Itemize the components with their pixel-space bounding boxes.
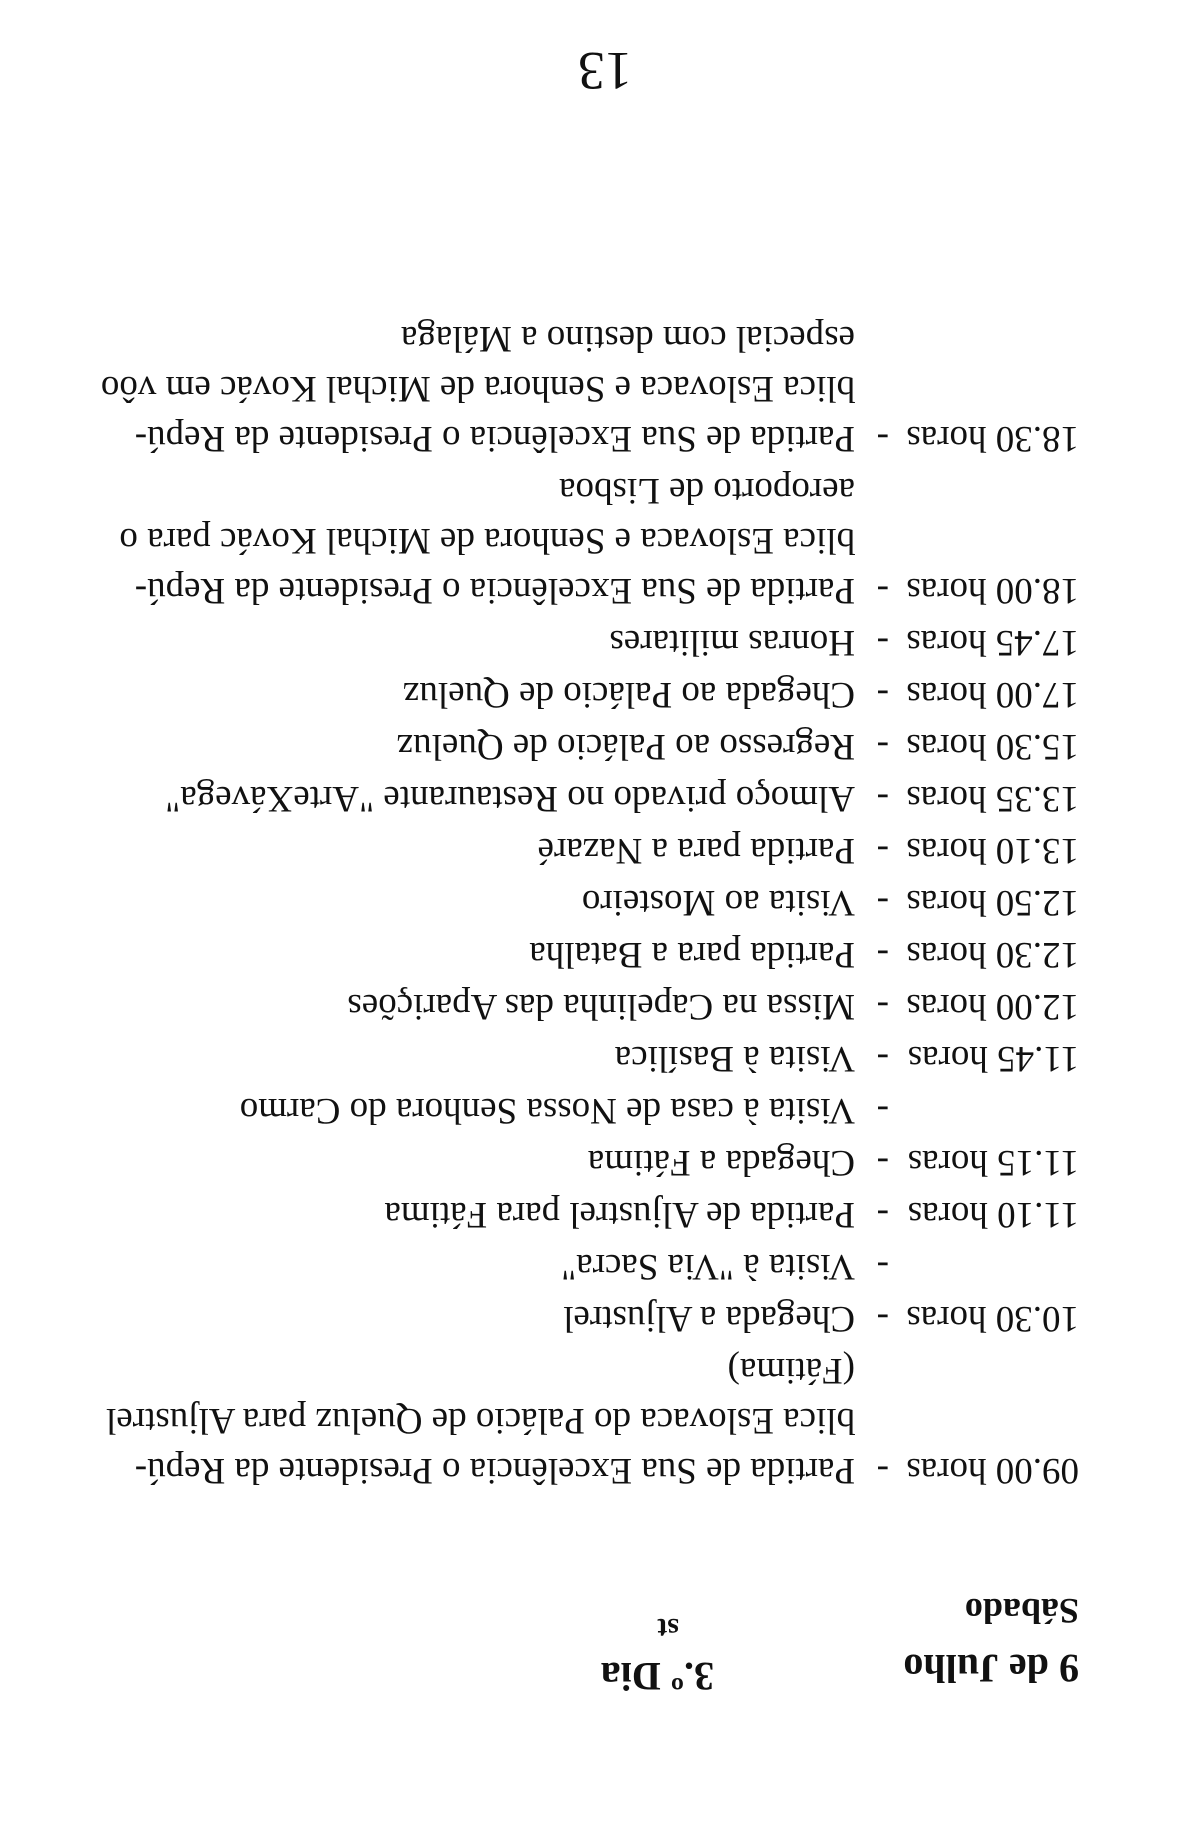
entry-time: 17.45 horas xyxy=(906,622,1079,663)
entry-time: 18.30 horas xyxy=(906,418,1079,459)
entry-description xyxy=(19,1189,855,1239)
entry-description xyxy=(19,721,855,771)
schedule-entry xyxy=(19,1137,1079,1187)
schedule-entry xyxy=(19,1189,1079,1239)
entry-dash: - xyxy=(876,622,889,663)
weekday-heading: Sábado xyxy=(964,1591,1079,1631)
entry-dash: - xyxy=(876,1142,889,1183)
entry-line: Chegada a Fátima xyxy=(587,1142,855,1183)
entry-line: (Fátima) xyxy=(727,1350,855,1391)
entry-line: Partida para a Nazaré xyxy=(537,830,855,871)
entry-description xyxy=(19,1137,855,1187)
schedule-entry xyxy=(19,877,1079,927)
entry-description xyxy=(19,1241,855,1291)
schedule-entry xyxy=(19,1033,1079,1083)
schedule-entry xyxy=(19,721,1079,771)
entry-description xyxy=(19,313,855,463)
date-heading: 9 de Julho xyxy=(903,1646,1079,1691)
entry-time xyxy=(889,1241,1079,1291)
entry-line: blica Eslovaca e Senhora de Michal Kovác para o xyxy=(119,520,855,561)
entry-time: 13.35 horas xyxy=(906,778,1079,819)
entry-dash: - xyxy=(876,1038,889,1079)
schedule-entry xyxy=(19,1241,1079,1291)
entry-dash: - xyxy=(876,570,889,611)
schedule-entry xyxy=(19,1345,1079,1495)
entry-dash: - xyxy=(876,674,889,715)
entry-time: 13.10 horas xyxy=(906,830,1079,871)
entry-description xyxy=(19,669,855,719)
entry-dash: - xyxy=(876,778,889,819)
entry-description xyxy=(19,981,855,1031)
entry-dash: - xyxy=(876,934,889,975)
entry-line: Honras militares xyxy=(609,622,855,663)
entry-line: Partida de Sua Excelência o Presidente da Repú- xyxy=(134,418,855,459)
entry-line: Partida para a Batalha xyxy=(529,934,855,975)
entry-line: Chegada ao Palácio de Queluz xyxy=(402,674,855,715)
schedule-list xyxy=(19,311,1079,1495)
entry-dash: - xyxy=(876,1194,889,1235)
entry-description xyxy=(19,1033,855,1083)
entry-time xyxy=(889,1085,1079,1135)
entry-dash: - xyxy=(876,882,889,923)
day-title: 3.º Dia xyxy=(600,1654,714,1699)
schedule-entry xyxy=(19,1085,1079,1135)
schedule-entry xyxy=(19,617,1079,667)
entry-line: Visita à casa de Nossa Senhora do Carmo xyxy=(239,1090,855,1131)
entry-time: 15.30 horas xyxy=(906,726,1079,767)
entry-line: blica Eslovaca do Palácio de Queluz para Aljustrel xyxy=(106,1400,855,1441)
entry-description xyxy=(19,465,855,615)
entry-dash: - xyxy=(876,726,889,767)
entry-time: 11.45 horas xyxy=(907,1038,1079,1079)
entry-dash: - xyxy=(876,830,889,871)
schedule-entry xyxy=(19,981,1079,1031)
entry-time: 17.00 horas xyxy=(906,674,1079,715)
entry-line: Chegada a Aljustrel xyxy=(563,1298,855,1339)
entry-line: Visita ao Mosteiro xyxy=(581,882,855,923)
page-number: 13 xyxy=(578,41,632,101)
entry-line: Partida de Sua Excelência o Presidente da Repú- xyxy=(134,570,855,611)
entry-description xyxy=(19,773,855,823)
entry-dash: - xyxy=(876,1450,889,1491)
schedule-entry xyxy=(19,773,1079,823)
entry-description xyxy=(19,877,855,927)
entry-time: 12.50 horas xyxy=(906,882,1079,923)
entry-time: 18.00 horas xyxy=(906,570,1079,611)
entry-time: 10.30 horas xyxy=(906,1298,1079,1339)
entry-line: Partida de Aljustrel para Fátima xyxy=(384,1194,855,1235)
schedule-entry xyxy=(19,825,1079,875)
schedule-entry xyxy=(19,465,1079,615)
entry-line: Regresso ao Palácio de Queluz xyxy=(396,726,855,767)
entry-dash: - xyxy=(876,1246,889,1287)
entry-time: 11.15 horas xyxy=(907,1142,1079,1183)
entry-line: Visita à "Via Sacra" xyxy=(561,1246,855,1287)
entry-description xyxy=(19,825,855,875)
entry-line: aeroporto de Lisboa xyxy=(559,470,855,511)
entry-time: 12.30 horas xyxy=(906,934,1079,975)
entry-line: especial com destino a Málaga xyxy=(400,318,855,359)
schedule-entry xyxy=(19,1293,1079,1343)
entry-dash: - xyxy=(876,1090,889,1131)
schedule-entry xyxy=(19,929,1079,979)
entry-line: Visita à Basílica xyxy=(614,1038,855,1079)
entry-dash: - xyxy=(876,986,889,1027)
entry-dash: - xyxy=(876,1298,889,1339)
entry-description xyxy=(19,617,855,667)
entry-description xyxy=(19,929,855,979)
entry-line: Partida de Sua Excelência o Presidente da Repú- xyxy=(134,1450,855,1491)
entry-line: blica Eslovaca e Senhora de Michal Kovác em vôo xyxy=(100,368,855,409)
entry-line: Missa na Capelinha das Aparições xyxy=(347,986,855,1027)
entry-time: 09.00 horas xyxy=(906,1450,1079,1491)
handwritten-mark: st xyxy=(657,1612,679,1645)
schedule-entry xyxy=(19,313,1079,463)
entry-description xyxy=(19,1345,855,1495)
entry-dash: - xyxy=(876,418,889,459)
entry-time: 11.10 horas xyxy=(907,1194,1079,1235)
schedule-entry xyxy=(19,669,1079,719)
entry-line: Almoço privado no Restaurante "ArteXávega" xyxy=(165,778,855,819)
entry-description xyxy=(19,1293,855,1343)
entry-time: 12.00 horas xyxy=(906,986,1079,1027)
entry-description xyxy=(19,1085,855,1135)
